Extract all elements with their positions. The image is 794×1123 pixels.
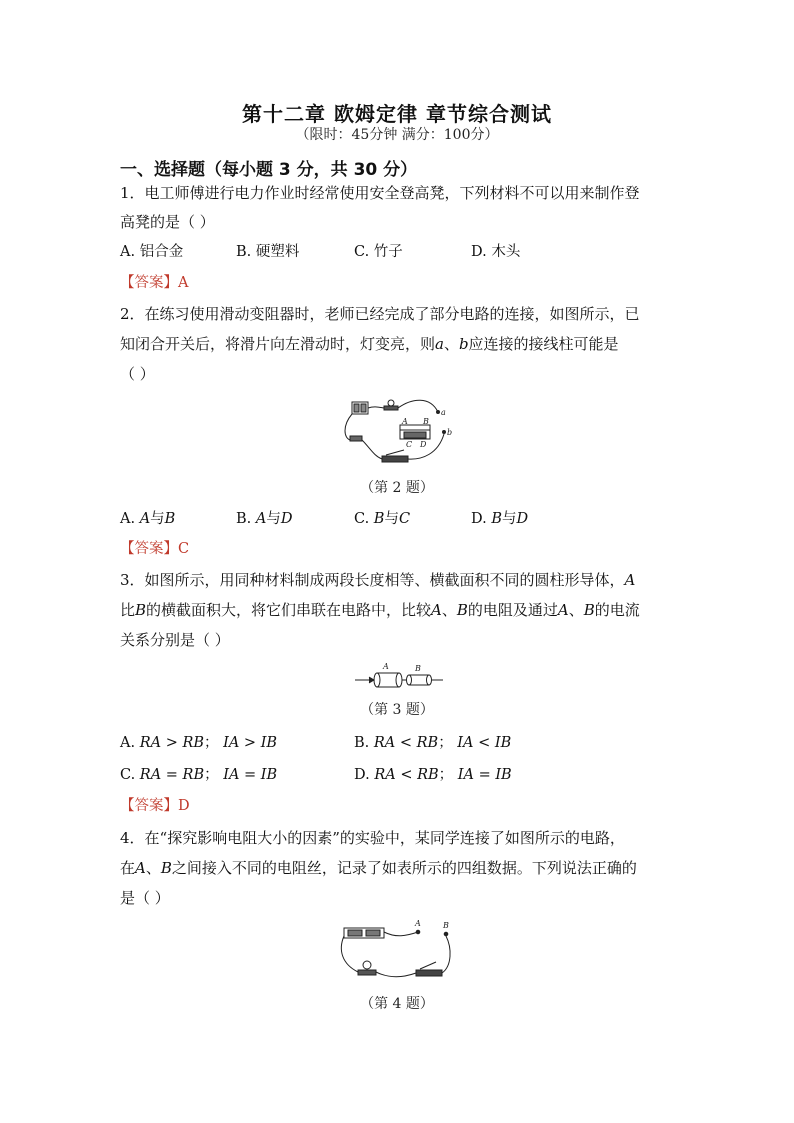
page-subtitle: （限时：45分钟 满分：100分） xyxy=(295,127,499,143)
figure-2-label-B: B xyxy=(423,417,429,426)
question-3-line-2: 比𝐵的横截面积大，将它们串联在电路中，比较𝐴、𝐵的电阻及通过𝐴、𝐵的电流 xyxy=(120,601,640,619)
question-4-line-1: 4．在“探究影响电阻大小的因素”的实验中，某同学连接了如图所示的电路， xyxy=(120,829,625,847)
section-heading: 一、选择题（每小题 3 分，共 30 分） xyxy=(120,160,418,180)
page-title: 第十二章 欧姆定律 章节综合测试 xyxy=(242,102,552,126)
question-2-option-b: B. 𝐴与𝐷 xyxy=(236,511,293,527)
question-3-option-b: B. 𝑅𝐴 < 𝑅𝐵； 𝐼𝐴 < 𝐼𝐵 xyxy=(354,735,512,751)
question-4-circuit-figure xyxy=(340,918,460,988)
question-4-line-3: 是（ ） xyxy=(120,889,170,907)
question-1-option-a: A. 铝合金 xyxy=(120,244,184,260)
question-2-line-2: 知闭合开关后，将滑片向左滑动时，灯变亮，则𝑎、𝑏应连接的接线柱可能是 xyxy=(120,335,619,353)
question-1-option-d: D. 木头 xyxy=(471,244,521,260)
question-1-line-2: 高凳的是（ ） xyxy=(120,213,215,231)
figure-2-label-C: C xyxy=(406,440,413,449)
question-3-option-a: A. 𝑅𝐴 > 𝑅𝐵； 𝐼𝐴 > 𝐼𝐵 xyxy=(120,735,278,751)
question-2-figure-caption: （第 2 题） xyxy=(360,480,434,496)
question-1-line-1: 1．电工师傅进行电力作业时经常使用安全登高凳，下列材料不可以用来制作登 xyxy=(120,184,640,202)
figure-2-label-a: a xyxy=(441,408,446,417)
question-3-line-3: 关系分别是（ ） xyxy=(120,631,230,649)
figure-2-label-A: A xyxy=(402,417,408,426)
figure-2-label-b: b xyxy=(447,428,453,437)
question-2-line-1: 2．在练习使用滑动变阻器时，老师已经完成了部分电路的连接，如图所示，已 xyxy=(120,305,640,323)
figure-4-label-B: B xyxy=(443,921,449,930)
question-4-figure-caption: （第 4 题） xyxy=(360,996,434,1012)
question-3-conductor-figure xyxy=(355,660,445,692)
question-3-line-1: 3．如图所示，用同种材料制成两段长度相等、横截面积不同的圆柱形导体，𝐴 xyxy=(120,571,636,589)
question-1-option-b: B. 硬塑料 xyxy=(236,244,300,260)
question-2-line-3: （ ） xyxy=(120,365,155,383)
question-2-option-c: C. 𝐵与𝐶 xyxy=(354,511,411,527)
figure-3-label-B: B xyxy=(415,664,421,673)
question-1-answer: 【答案】A xyxy=(120,275,189,291)
question-3-figure-caption: （第 3 题） xyxy=(360,702,434,718)
question-2-option-d: D. 𝐵与𝐷 xyxy=(471,511,529,527)
figure-3-label-A: A xyxy=(383,662,389,671)
question-3-answer: 【答案】D xyxy=(120,798,190,814)
question-2-circuit-figure xyxy=(340,394,460,466)
question-3-option-c: C. 𝑅𝐴 = 𝑅𝐵； 𝐼𝐴 = 𝐼𝐵 xyxy=(120,767,278,783)
question-1-option-c: C. 竹子 xyxy=(354,244,403,260)
figure-2-label-D: D xyxy=(420,440,427,449)
question-4-line-2: 在𝐴、𝐵之间接入不同的电阻丝，记录了如表所示的四组数据。下列说法正确的 xyxy=(120,859,637,877)
figure-4-label-A: A xyxy=(415,919,421,928)
question-2-option-a: A. 𝐴与𝐵 xyxy=(120,511,176,527)
question-2-answer: 【答案】C xyxy=(120,541,190,557)
question-3-option-d: D. 𝑅𝐴 < 𝑅𝐵； 𝐼𝐴 = 𝐼𝐵 xyxy=(354,767,512,783)
